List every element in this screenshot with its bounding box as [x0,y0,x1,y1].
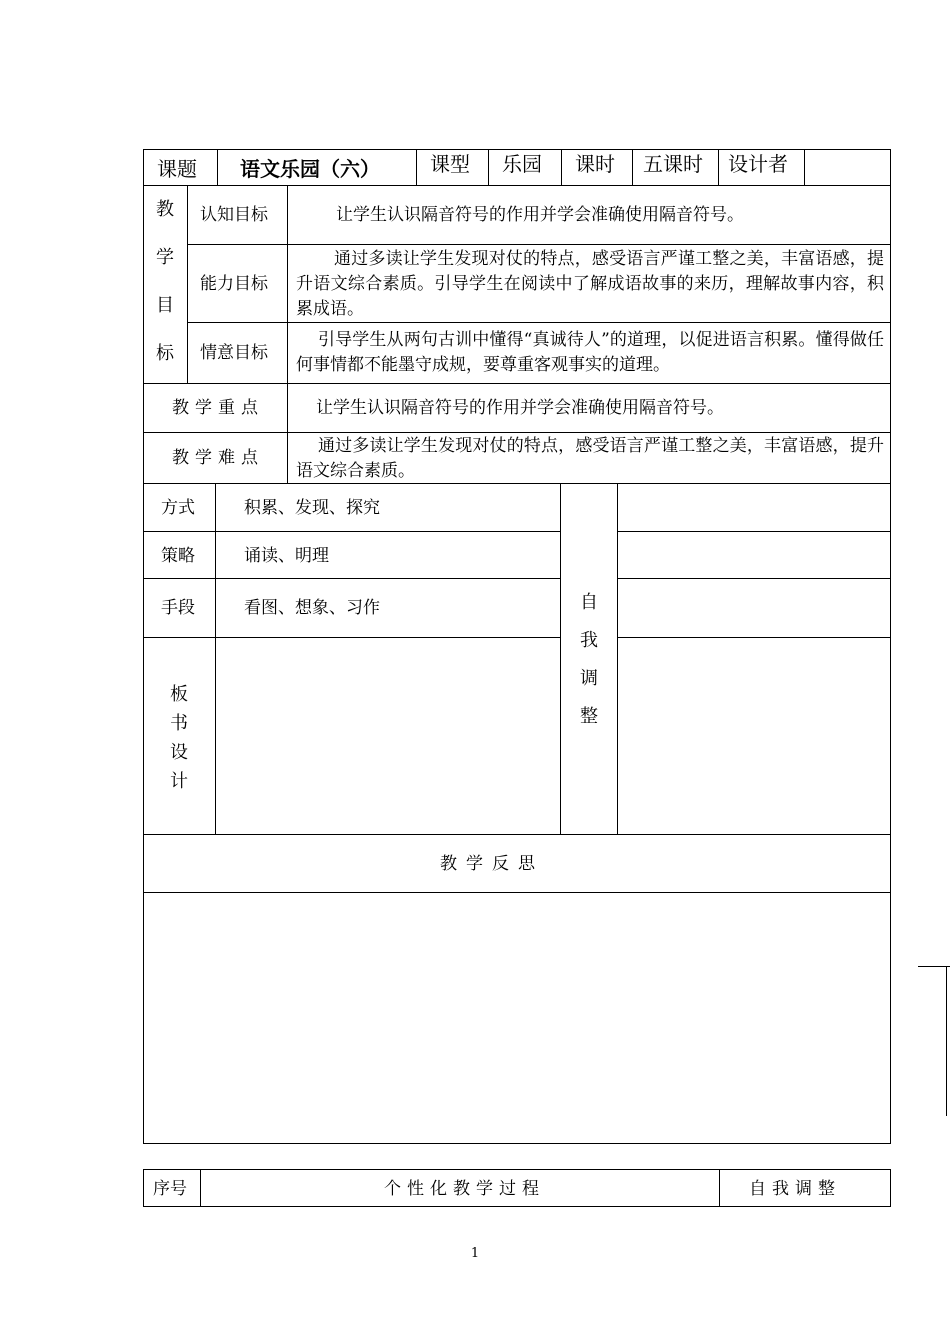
type-value: 乐园 [502,152,542,176]
type-label: 课型 [430,152,470,176]
method-label-2: 手段 [161,598,195,618]
method-value-0: 积累、发现、探究 [244,498,380,518]
emotion-goal-text: 引导学生从两句古训中懂得“真诚待人”的道理，以促进语言积累。懂得做任何事情都不能墨守成规，要尊重客观事实的道理。 [296,330,884,375]
focus-text: 让学生认识隔音符号的作用并学会准确使用隔音符号。 [316,398,724,418]
goals-section-label: 教 学 目 标 [156,199,174,364]
method-value-1: 诵读、明理 [244,546,329,566]
emotion-goal-label: 情意目标 [200,343,268,363]
ability-goal-text: 通过多读让学生发现对仗的特点，感受语言严谨工整之美，丰富语感，提升语文综合素质。引导学生在阅读中了解成语故事的来历，理解故事内容，积累成语。 [296,249,884,319]
process-col-no: 序号 [153,1179,187,1199]
topic-label: 课题 [157,157,197,181]
page-number: 1 [470,1246,480,1261]
difficulty-label: 教学难点 [172,448,264,468]
self-adjust-label: 自 我 调 整 [580,592,598,727]
designer-label: 设计者 [728,152,788,176]
method-value-2: 看图、想象、习作 [244,598,380,618]
cognitive-goal-label: 认知目标 [200,205,268,225]
process-col-process: 个性化教学过程 [384,1179,545,1199]
reflection-label: 教学反思 [440,854,544,874]
topic-value: 语文乐园（六） [240,157,380,181]
hours-label: 课时 [575,152,615,176]
hours-value: 五课时 [643,152,703,176]
process-col-adjust: 自我调整 [749,1179,841,1199]
focus-label: 教学重点 [172,398,264,418]
board-design-label: 板 书 设 计 [170,684,188,792]
difficulty-text: 通过多读让学生发现对仗的特点，感受语言严谨工整之美，丰富语感，提升语文综合素质。 [296,436,884,481]
method-label-0: 方式 [161,498,195,518]
cognitive-goal-text: 让学生认识隔音符号的作用并学会准确使用隔音符号。 [336,205,744,225]
method-label-1: 策略 [161,546,195,566]
ability-goal-label: 能力目标 [200,274,268,294]
